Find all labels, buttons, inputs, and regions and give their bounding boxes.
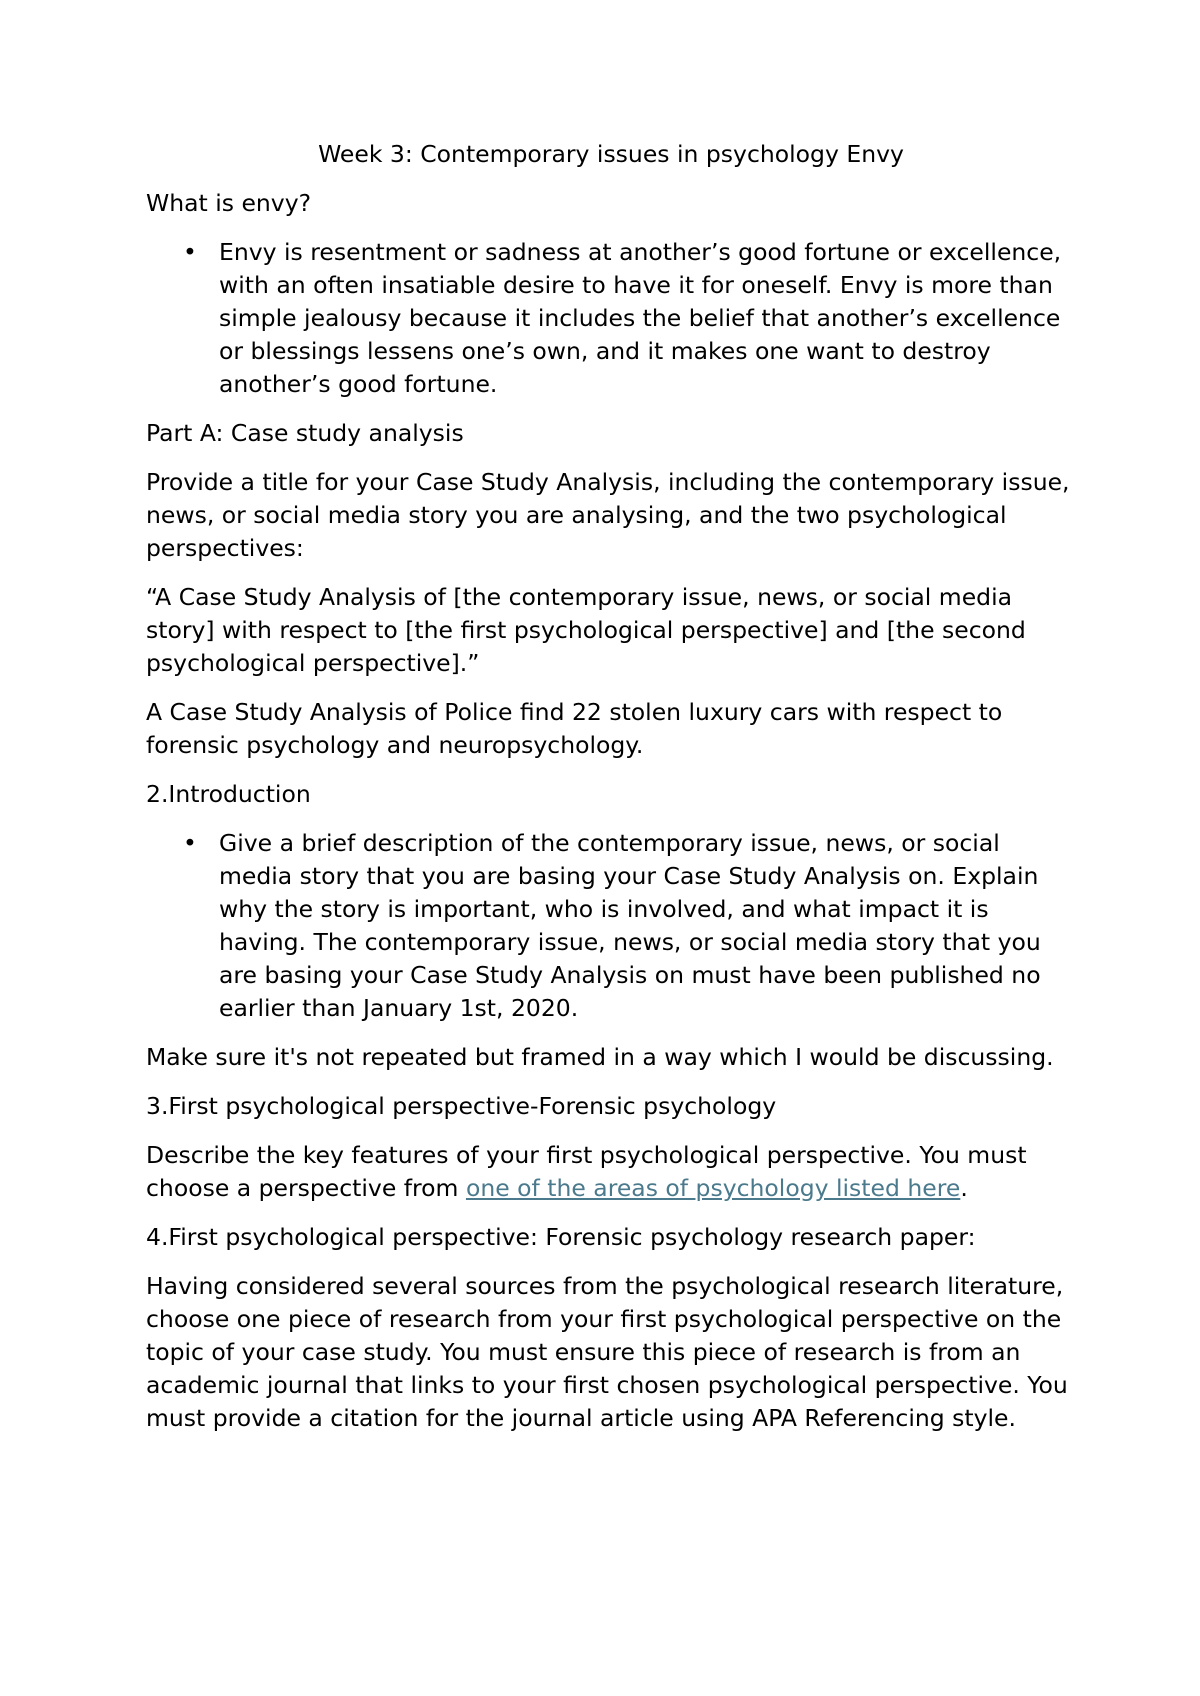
research-paragraph: Having considered several sources from the psychological research literature, choose one piece of research from your first psychological perspective on the topic of your case study. You must ensure this piece of research is from an academic journal that links to your first chosen psychological perspective. You must provide a citation for the journal article using APA Referencing style. [146,1272,1068,1432]
describe-paragraph [146,1139,1076,1205]
template-title-paragraph: “A Case Study Analysis of [the contemporary issue, news, or social media story] with respect to [the first psychological perspective] and [the second psychological perspective].” [146,583,1026,677]
part-a-heading: Part A: Case study analysis [146,419,464,447]
provide-title-paragraph: Provide a title for your Case Study Analysis, including the contemporary issue, news, or social media story you are analysing, and the two psychological perspectives: [146,468,1070,562]
research-heading: 4.First psychological perspective: Forensic psychology research paper: [146,1223,976,1251]
make-sure-paragraph: Make sure it's not repeated but framed in a way which I would be discussing. [146,1043,1054,1071]
bullet-icon: • [183,238,197,266]
what-is-envy-heading: What is envy? [146,189,312,217]
introduction-list [146,827,1076,1025]
document-page [146,138,1076,1451]
describe-end: . [960,1174,968,1202]
envy-definition-text: Envy is resentment or sadness at another’s good fortune or excellence, with an often insatiable desire to have it for oneself. Envy is more than simple jealousy because it includes the belief that another’s excellence or blessings lessens one’s own, and it makes one want to destroy another’s good fortune. [219,238,1062,398]
list-item [183,827,1076,1025]
envy-definition-list [146,236,1076,401]
document-title: Week 3: Contemporary issues in psychology Envy [318,140,904,168]
case-title-paragraph: A Case Study Analysis of Police find 22 stolen luxury cars with respect to forensic psychology and neuropsychology. [146,698,1003,759]
introduction-heading: 2.Introduction [146,780,311,808]
describe-text: Describe the key features of your first psychological perspective. You must choose a perspective from [146,1141,1027,1202]
first-perspective-heading: 3.First psychological perspective-Forensic psychology [146,1092,777,1120]
bullet-icon: • [183,829,197,857]
introduction-text: Give a brief description of the contemporary issue, news, or social media story that you are basing your Case Study Analysis on. Explain why the story is important, who is involved, and what impact it is having. The contemporary issue, news, or social media story that you are basing your Case Study Analysis on must have been published no earlier than January 1st, 2020. [219,829,1041,1022]
list-item [183,236,1076,401]
areas-of-psychology-link[interactable]: one of the areas of psychology listed here [465,1174,961,1202]
